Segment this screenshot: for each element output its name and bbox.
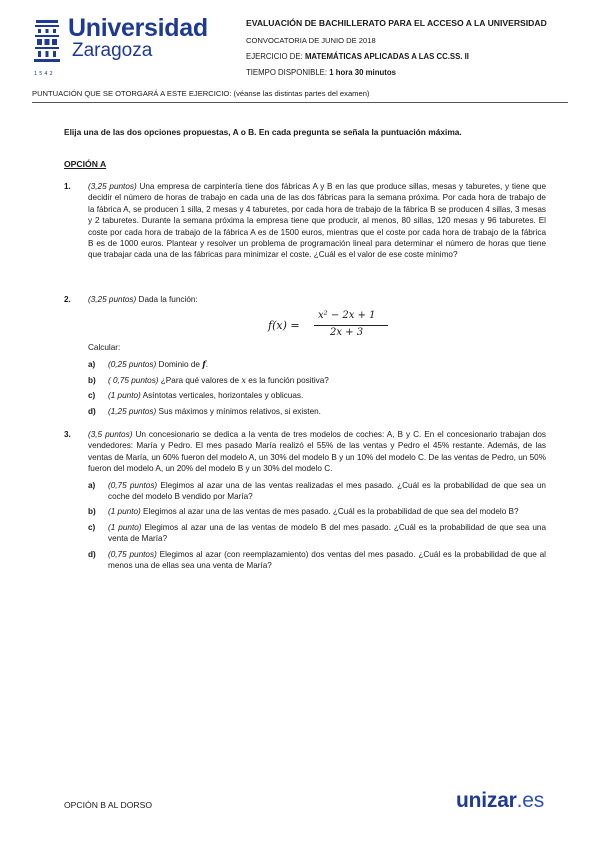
subquestion-text: Elegimos al azar una de las ventas realizadas el mes pasado. ¿Cuál es la probabilidad de que sea un coche del modelo B vendido por María? [108,480,546,502]
subquestion-text: Dominio de [156,360,203,370]
exam-subject [246,51,469,62]
subject-label: EJERCICIO DE: [246,52,303,61]
question-points: (3,25 puntos) [88,295,137,304]
exam-title: EVALUACIÓN DE BACHILLERATO PARA EL ACCESO A LA UNIVERSIDAD [246,18,547,28]
subquestion-variable: x [241,374,246,385]
exam-convocatoria: CONVOCATORIA DE JUNIO DE 2018 [246,36,376,45]
header-divider [32,102,568,103]
subquestion-label: b) [88,375,96,385]
subject-value: MATEMÁTICAS APLICADAS A LAS CC.SS. II [304,52,469,61]
question-number: 1. [64,182,71,191]
logo-year: 1542 [34,71,55,77]
formula-numerator: x² − 2x + 1 [318,310,376,321]
question-number: 3. [64,430,71,439]
subquestion-label: d) [88,406,96,416]
exam-time [246,67,396,78]
question-3 [64,429,546,571]
subquestion-label: d) [88,549,96,559]
question-points: (3,25 puntos) [88,182,137,191]
question-statement: Una empresa de carpintería tiene dos fábricas A y B en las que produce sillas, mesas y taburetes, y tiene que decidir el número de horas de trabajo en cada una de las dos fábricas para la semana próxima. Por cada hora de trabajo de la fábrica A, se producen 1 silla, 2 mesas y 4 taburetes, por cada hora de trabajo de la fábrica B se producen 4 sillas, 3 mesas y 2 taburetes. Durante la semana próxima la empresa tiene que producir, al menos, 80 sillas, 120 mesas y 96 taburetes. El coste por cada hora de trabajo de la fábrica A es de 1500 euros, mientras que el coste por cada hora de trabajo de la fábrica B es de 1000 euros. Plantear y resolver un problema de programación lineal para determinar el número de horas que tiene que trabajar cada una de las fábricas para minimizar el coste. ¿Cuál es el valor de ese coste mínimo? [88,182,547,260]
question-number: 2. [64,295,71,304]
subquestion-b [88,506,546,517]
subquestion-d [88,406,546,417]
subquestion-text: ¿Para qué valores de [158,375,242,385]
formula-lhs: f(x) = [268,319,300,332]
subquestion-a [88,359,546,370]
subquestion-points: ( 0,75 puntos) [108,375,159,385]
subquestion-end: es la función positiva? [246,375,329,385]
subquestion-end: . [205,360,209,370]
question-text [88,181,546,261]
subquestion-variable: f [202,359,206,370]
question-statement: Dada la función: [136,295,198,304]
calcular-label: Calcular: [88,343,121,352]
university-logo [32,16,232,82]
university-crest-icon [32,20,62,64]
question-1 [64,181,546,261]
subquestion-c [88,390,546,401]
subquestion-text: Asíntotas verticales, horizontales y oblicuas. [140,391,304,401]
question-statement: Un concesionario se dedica a la venta de tres modelos de coches: A, B y C. En el concesionario trabajan dos vendedores: María y Pedro. El mes pasado María realizó el 55% de las ventas y Pedro el 45% restante. Además, de las ventas de María, un 60% fueron del modelo A, un 30% del modelo B y un 10% del modelo C. De las ventas de Pedro, un 50% fueron del modelo A, un 20% del modelo B y un 30% del modelo C. [88,430,547,474]
subquestion-text: Elegimos al azar una de las ventas de modelo B del mes pasado. ¿Cuál es la probabilidad de que sea una venta de María? [108,522,546,544]
subquestion-points: (0,75 puntos) [108,549,157,559]
option-title: OPCIÓN A [64,159,107,169]
subquestion-text: Elegimos al azar (con reemplazamiento) dos ventas del mes pasado. ¿Cuál es la probabilidad de que al menos una de ellas sea una venta de María? [108,549,546,571]
unizar-logo-main: unizar [456,789,517,812]
subquestion-label: a) [88,480,96,490]
subquestion-points: (0,75 puntos) [108,480,158,490]
scoring-note: PUNTUACIÓN QUE SE OTORGARÁ A ESTE EJERCICIO: (véanse las distintas partes del examen) [32,89,370,98]
subquestion-text: Sus máximos y mínimos relativos, si existen. [156,406,321,416]
subquestion-points: (0,25 puntos) [108,360,157,370]
subquestion-label: a) [88,360,96,370]
subquestion-c [88,522,546,545]
function-formula [268,310,378,342]
time-label: TIEMPO DISPONIBLE: [246,68,328,77]
subquestion-a [88,480,546,503]
footer-note: OPCIÓN B AL DORSO [64,800,153,810]
subquestion-text: Elegimos al azar una de las ventas de mes pasado. ¿Cuál es la probabilidad de que sea del modelo B? [140,507,519,517]
unizar-logo [456,789,544,813]
subquestion-b [88,375,546,386]
unizar-logo-tld: .es [516,789,545,812]
subquestion-label: c) [88,522,96,532]
subquestion-points: (1 punto) [108,522,142,532]
subquestion-points: (1 punto) [108,507,141,517]
time-value: 1 hora 30 minutos [329,68,396,77]
logo-city-text: Zaragoza [72,40,153,61]
question-text [88,294,546,305]
question-points: (3,5 puntos) [88,430,133,439]
subquestion-points: (1 punto) [108,391,141,401]
instructions: Elija una de las dos opciones propuestas, A o B. En cada pregunta se señala la puntuación máxima. [64,127,462,137]
question-2 [64,294,546,305]
formula-denominator: 2x + 3 [330,327,364,338]
subquestion-label: b) [88,507,96,517]
subquestion-label: c) [88,391,96,401]
subquestion-points: (1,25 puntos) [108,406,157,416]
fraction-bar [314,325,388,326]
subquestion-d [88,549,546,572]
question-text [88,429,546,475]
question-2-subparts [64,342,546,417]
logo-university-text: Universidad [68,14,208,42]
